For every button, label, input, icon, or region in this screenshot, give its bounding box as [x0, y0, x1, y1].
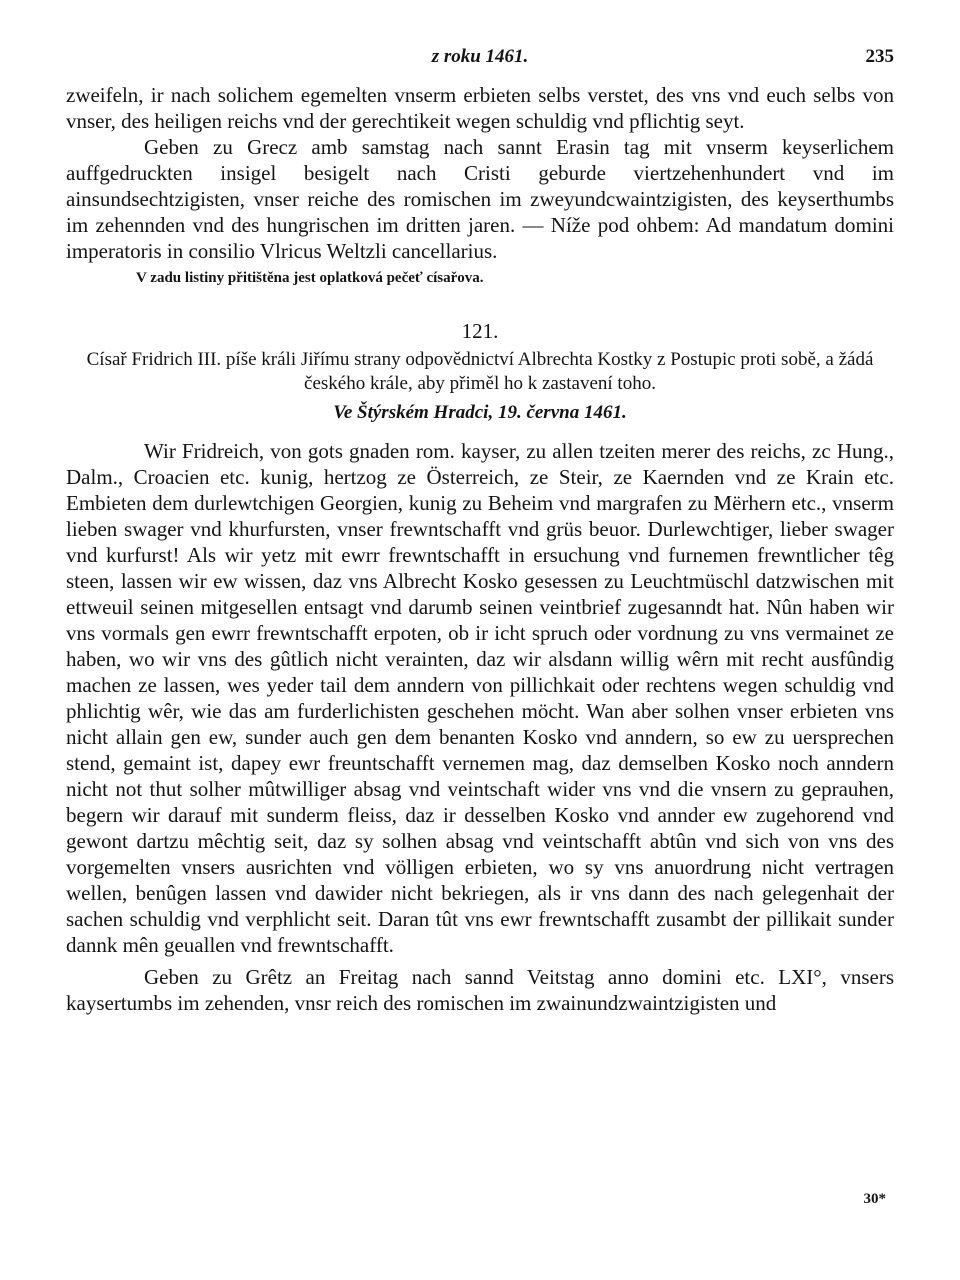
- previous-document-text: zweifeln, ir nach solichem egemelten vnserm erbieten selbs verstet, des vns vnd euch selbs von vnser, des heiligen reichs vnd der gerechtikeit wegen schuldig vnd pflichtig seyt.: [66, 83, 894, 133]
- previous-document-dating: Geben zu Grecz amb samstag nach sannt Erasin tag mit vnserm keyserlichem auffgedruckten insigel besigelt nach Cristi geburde viertzehenhundert vnd im ainsundsechtzigisten, vnser reiche des romischen im zweyundcwaintzigisten, des keyserthumbs im zehennden vnd des hungrischen im dritten jaren. — Níže pod ohbem: Ad mandatum domini imperatoris in consilio Vlricus Weltzli cancellarius.: [66, 135, 894, 263]
- page-header: [66, 46, 894, 82]
- seal-note: V zadu listiny přitištěna jest oplatková pečeť císařova.: [136, 270, 484, 286]
- document-regest: Císař Fridrich III. píše králi Jiřímu strany odpovědnictví Albrechta Kostky z Postupic proti sobě, a žádá českého krále, aby přiměl ho k zastavení toho.: [86, 349, 874, 394]
- page: [66, 46, 894, 1016]
- page-number: 235: [865, 46, 894, 67]
- document-place-date: Ve Štýrském Hradci, 19. června 1461.: [333, 402, 627, 423]
- document-number: 121.: [461, 319, 499, 343]
- signature-mark: 30*: [863, 1191, 886, 1207]
- running-head: z roku 1461.: [431, 46, 529, 67]
- document-dating: Geben zu Grêtz an Freitag nach sannd Veitstag anno domini etc. LXI°, vnsers kaysertumbs im zehenden, vnsr reich des romischen im zwainundzwaintzigisten und: [66, 965, 894, 1015]
- document-body: Wir Fridreich, von gots gnaden rom. kayser, zu allen tzeiten merer des reichs, zc Hung., Dalm., Croacien etc. kunig, hertzog ze Österreich, ze Steir, ze Kaernden vnd ze Krain etc. Embieten dem durlewtchigen Georgien, kunig zu Beheim vnd margrafen zu Mërhern etc., vnserm lieben swager vnd khurfursten, vnser frewntschafft vnd grüs beuor. Durlewchtiger, lieber swager vnd kurfurst! Als wir yetz mit ewrr frewntschafft in ersuchung vnd furnemen frewntlicher têg steen, lassen wir ew wissen, daz vns Albrecht Kosko gesessen zu Leuchtmüschl datzwischen mit ettweuil seinen mitgesellen entsagt vnd darumb seinen veintbrief zugesanndt hat. Nûn haben wir vns vormals gen ewrr frewntschafft erpoten, ob ir icht spruch oder vordnung zu vns vermainet ze haben, wo wir vns des gûtlich nicht verainten, daz wir alsdann willig wêrn mit recht ausfûndig machen ze lassen, wes yeder tail dem anndern von pillichkait oder rechtens wegen schuldig vnd phlichtig wêr, wie das am furderlichisten geschehen möcht. Wan aber solhen vnser erbieten vns nicht allain gen ew, sunder auch gen dem benanten Kosko vnd anndern, so ew zu uersprechen stend, gemaint ist, dapey ewr freuntschafft vernemen mag, daz demselben Kosko noch anndern nicht not thut solher mûtwilliger absag vnd veintschaft wider vns vnd die vnsern zu geprauhen, begern wir darauf mit sunderm fleiss, daz ir desselben Kosko vnd annder ew zugehorend vnd gewont dartzu mêchtig seit, daz sy solhen absag vnd veintschafft abtûn vnd sich von vns des vorgemelten vnsers ausrichten vnd völligen erbieten, wo sy vns anuordrung nicht vertragen wellen, benûgen lassen vnd dawider nicht bekriegen, als ir vns dann des nach gelegenhait der sachen schuldig vnd verphlicht seit. Daran tût vns ewr frewntschafft zusambt der pillikait sunder dannk mên geuallen vnd frewntschafft.: [66, 439, 894, 957]
